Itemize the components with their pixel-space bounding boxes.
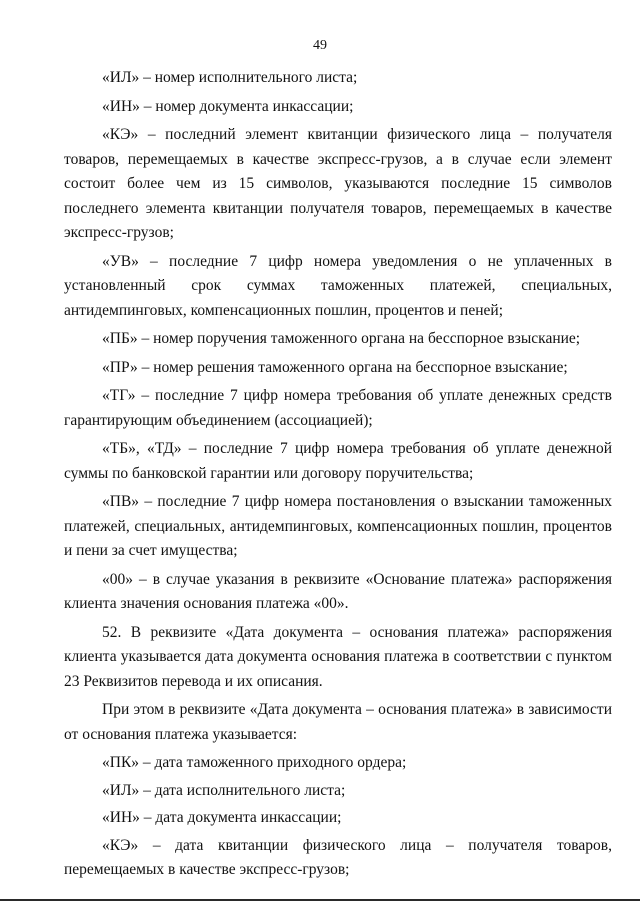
paragraph-ke-date: «КЭ» – дата квитанции физического лица – получателя товаров, перемещаемых в качестве экспресс-грузов; [64, 836, 612, 878]
paragraph-ke-number: «КЭ» – последний элемент квитанции физического лица – получателя товаров, перемещаемых в качестве экспресс-грузов, а в случае если элемент состоит более чем из 15 символов, указываются последние 15 символов последнего элемента квитанции получателя товаров, перемещаемых в качестве экспресс-грузов; [64, 126, 612, 241]
paragraph-tg-number: «ТГ» – последние 7 цифр номера требования об уплате денежных средств гарантирующим объединением (ассоциацией); [64, 387, 612, 429]
paragraph-pr-number: «ПР» – номер решения таможенного органа на бесспорное взыскание; [102, 358, 568, 376]
paragraph-in-number: «ИН» – номер документа инкассации; [102, 97, 354, 115]
paragraph-00-value: «00» – в случае указания в реквизите «Основание платежа» распоряжения клиента значения основания платежа «00». [64, 570, 612, 612]
paragraph-tb-td-number: «ТБ», «ТД» – последние 7 цифр номера требования об уплате денежной суммы по банковской гарантии или договору поручительства; [64, 440, 612, 482]
paragraph-pk-date: «ПК» – дата таможенного приходного ордера; [102, 754, 407, 771]
page-number: 49 [313, 38, 327, 53]
paragraph-il-date: «ИЛ» – дата исполнительного листа; [102, 781, 346, 799]
paragraph-uv-number: «УВ» – последние 7 цифр номера уведомления о не уплаченных в установленный срок суммах таможенных платежей, специальных, антидемпинговых, компенсационных пошлин, процентов и пеней; [64, 252, 612, 319]
paragraph-date-intro: При этом в реквизите «Дата документа – основания платежа» в зависимости от основания платежа указывается: [64, 701, 612, 743]
document-body [64, 66, 612, 887]
paragraph-pb-number: «ПБ» – номер поручения таможенного органа на бесспорное взыскание; [102, 330, 581, 347]
paragraph-section-52: 52. В реквизите «Дата документа – основания платежа» распоряжения клиента указывается дата документа основания платежа в соответствии с пунктом 23 Реквизитов перевода и их описания. [64, 623, 612, 690]
paragraph-pv-number: «ПВ» – последние 7 цифр номера постановления о взыскании таможенных платежей, специальных, антидемпинговых, компенсационных пошлин, процентов и пени за счет имущества; [64, 493, 612, 559]
paragraph-il-number: «ИЛ» – номер исполнительного листа; [102, 69, 358, 86]
paragraph-in-date: «ИН» – дата документа инкассации; [102, 809, 342, 826]
